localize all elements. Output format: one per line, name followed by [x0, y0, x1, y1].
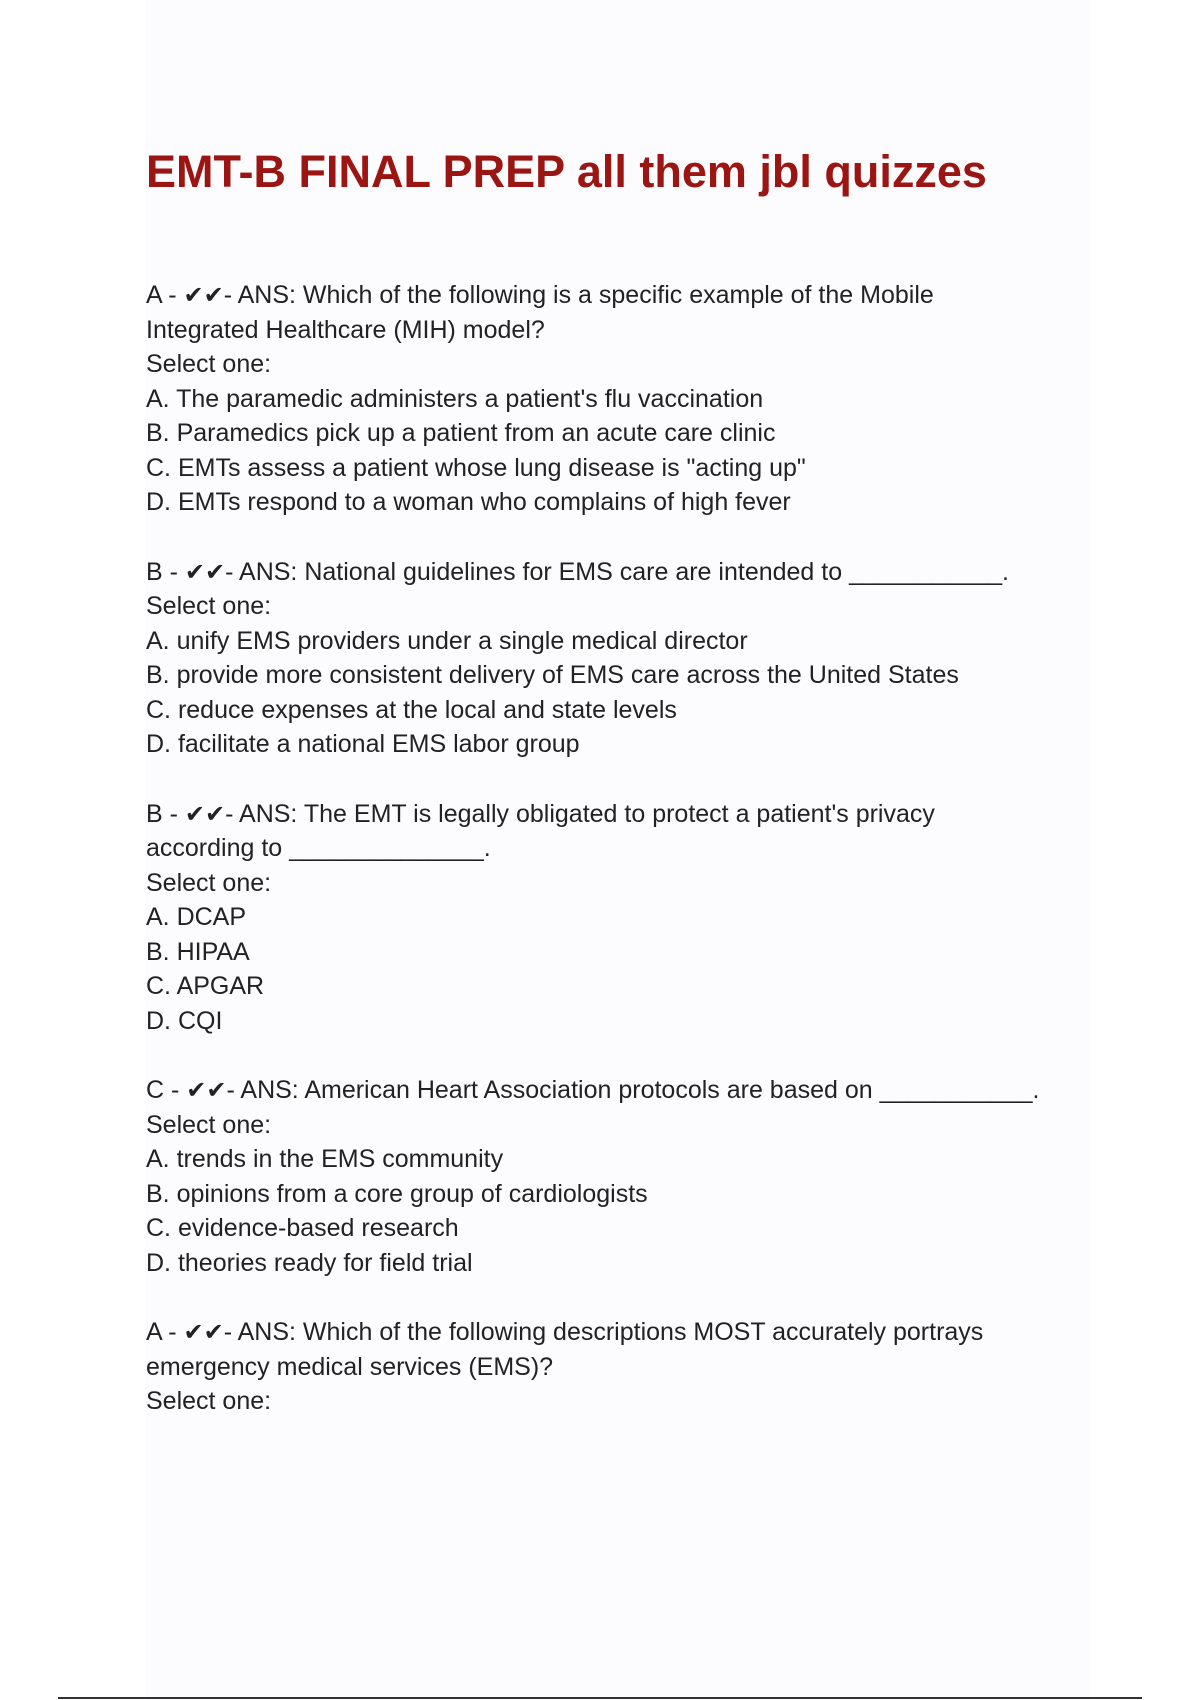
select-one-label: Select one:	[146, 868, 272, 897]
question-text: National guidelines for EMS care are intended to ___________.	[304, 557, 1009, 586]
double-check-icon: ✔✔	[186, 1076, 227, 1104]
answer-letter: B	[146, 799, 163, 828]
option-b: B. Paramedics pick up a patient from an acute care clinic	[146, 419, 776, 447]
question-header: A - ✔✔- ANS: Which of the following descriptions MOST accurately portrays	[146, 1318, 984, 1346]
question-block	[146, 1073, 1106, 1280]
double-check-icon: ✔✔	[183, 281, 224, 309]
question-text-continued: emergency medical services (EMS)?	[146, 1352, 554, 1381]
option-a: A. unify EMS providers under a single medical director	[146, 626, 748, 655]
question-block	[146, 278, 1106, 520]
option-d: D. CQI	[146, 1006, 223, 1035]
option-c: C. APGAR	[146, 972, 265, 1000]
question-block	[146, 555, 1106, 762]
option-c: C. EMTs assess a patient whose lung disease is "acting up"	[146, 453, 806, 482]
question-text: Which of the following descriptions MOST accurately portrays	[302, 1318, 984, 1346]
option-b: B. provide more consistent delivery of EMS care across the United States	[146, 661, 959, 689]
select-one-label: Select one:	[146, 1387, 272, 1415]
select-one-label: Select one:	[146, 1110, 272, 1139]
option-d: D. theories ready for field trial	[146, 1248, 473, 1277]
option-b: B. opinions from a core group of cardiologists	[146, 1179, 648, 1208]
page-bottom-rule	[58, 1697, 1142, 1699]
option-c: C. reduce expenses at the local and state levels	[146, 695, 677, 724]
question-header: B - ✔✔- ANS: The EMT is legally obligated to protect a patient's privacy	[146, 799, 935, 828]
option-a: A. trends in the EMS community	[146, 1145, 504, 1173]
question-text: The EMT is legally obligated to protect a patient's privacy	[303, 799, 935, 828]
double-check-icon: ✔✔	[184, 799, 226, 828]
option-a: A. DCAP	[146, 903, 247, 931]
question-block	[146, 797, 1106, 1039]
question-header: B - ✔✔- ANS: National guidelines for EMS care are intended to ___________.	[146, 557, 1009, 586]
answer-letter: C	[146, 1076, 165, 1104]
question-text-continued: according to ______________.	[146, 834, 491, 862]
option-a: A. The paramedic administers a patient's flu vaccination	[146, 384, 764, 413]
double-check-icon: ✔✔	[183, 1318, 224, 1346]
document-title: EMT-B FINAL PREP all them jbl quizzes	[146, 146, 987, 197]
option-d: D. facilitate a national EMS labor group	[146, 730, 580, 758]
question-list	[146, 278, 1106, 1454]
question-text-continued: Integrated Healthcare (MIH) model?	[146, 315, 545, 344]
double-check-icon: ✔✔	[184, 557, 226, 586]
answer-letter: B	[146, 557, 163, 586]
question-block	[146, 1315, 1106, 1419]
answer-letter: A	[146, 1318, 162, 1346]
option-b: B. HIPAA	[146, 937, 250, 966]
question-header: A - ✔✔- ANS: Which of the following is a specific example of the Mobile	[146, 281, 934, 309]
option-c: C. evidence-based research	[146, 1214, 459, 1242]
question-text: American Heart Association protocols are based on ___________.	[304, 1076, 1040, 1104]
select-one-label: Select one:	[146, 350, 272, 378]
question-header: C - ✔✔- ANS: American Heart Association protocols are based on ___________.	[146, 1076, 1040, 1104]
select-one-label: Select one:	[146, 592, 272, 620]
question-text: Which of the following is a specific example of the Mobile	[302, 281, 934, 309]
answer-letter: A	[146, 281, 162, 309]
option-d: D. EMTs respond to a woman who complains of high fever	[146, 488, 791, 516]
